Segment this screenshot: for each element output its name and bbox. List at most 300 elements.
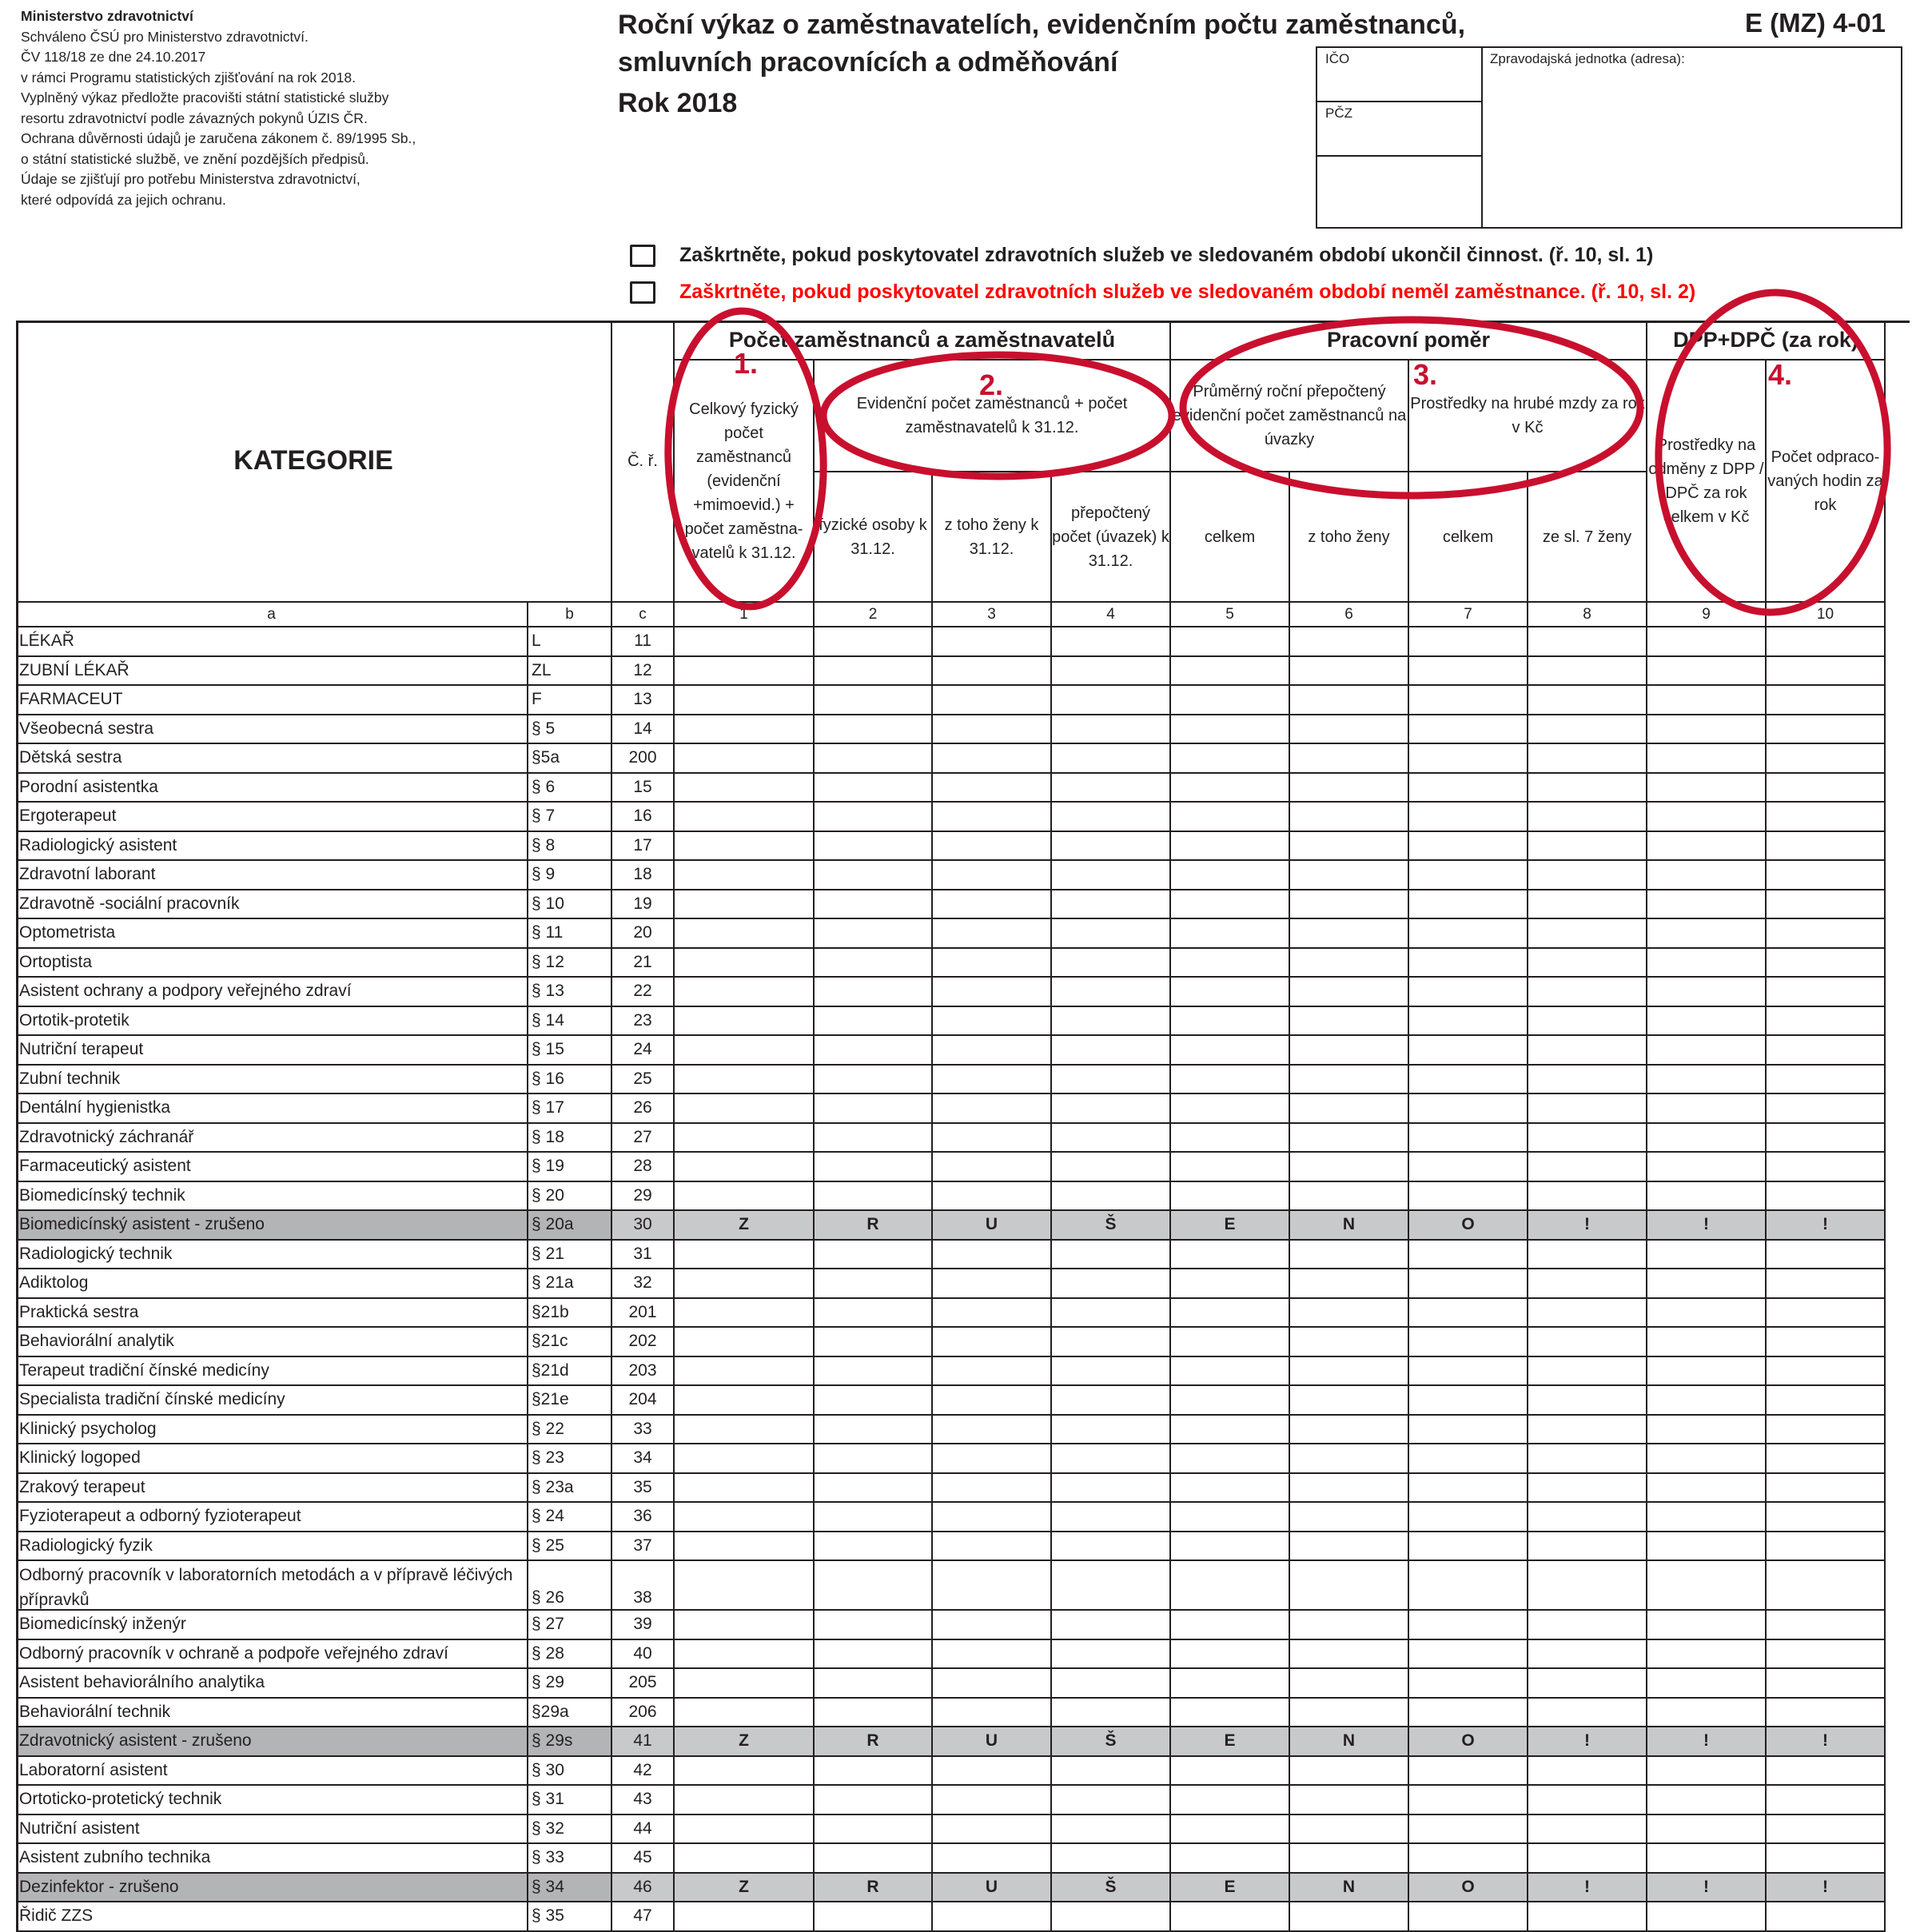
input-cell-col4[interactable] xyxy=(1052,744,1171,774)
input-cell-col10[interactable] xyxy=(1767,1474,1886,1504)
input-cell-col9[interactable] xyxy=(1647,1269,1767,1299)
input-cell-col6[interactable] xyxy=(1290,803,1409,832)
input-cell-col2[interactable] xyxy=(815,919,933,949)
input-cell-col10[interactable] xyxy=(1767,1416,1886,1445)
input-cell-col8[interactable] xyxy=(1528,1094,1647,1124)
input-cell-col7[interactable] xyxy=(1409,774,1528,803)
input-cell-col5[interactable] xyxy=(1171,1036,1290,1066)
input-cell-col1[interactable] xyxy=(675,1503,815,1532)
input-cell-col8[interactable] xyxy=(1528,949,1647,978)
input-cell-col2[interactable] xyxy=(815,1269,933,1299)
input-cell-col10[interactable] xyxy=(1767,715,1886,745)
input-cell-col6[interactable] xyxy=(1290,1036,1409,1066)
input-cell-col1[interactable] xyxy=(675,715,815,745)
input-cell-col10[interactable] xyxy=(1767,1153,1886,1182)
input-cell-col6[interactable] xyxy=(1290,1182,1409,1212)
input-cell-col8[interactable] xyxy=(1528,1503,1647,1532)
input-cell-col9[interactable] xyxy=(1647,1094,1767,1124)
input-cell-col8[interactable] xyxy=(1528,1786,1647,1815)
input-cell-col6[interactable] xyxy=(1290,1299,1409,1328)
input-cell-col4[interactable] xyxy=(1052,1007,1171,1037)
input-cell-col1[interactable] xyxy=(675,1241,815,1270)
input-cell-col3[interactable] xyxy=(933,1503,1052,1532)
input-cell-col10[interactable] xyxy=(1767,803,1886,832)
input-cell-col1[interactable] xyxy=(675,1094,815,1124)
input-cell-col3[interactable] xyxy=(933,1094,1052,1124)
input-cell-col5[interactable] xyxy=(1171,1561,1290,1611)
input-cell-col8[interactable] xyxy=(1528,1757,1647,1787)
input-cell-col9[interactable] xyxy=(1647,1357,1767,1387)
input-cell-col9[interactable] xyxy=(1647,774,1767,803)
input-cell-col1[interactable] xyxy=(675,949,815,978)
input-cell-col9[interactable] xyxy=(1647,978,1767,1007)
input-cell-col1[interactable] xyxy=(675,1815,815,1845)
input-cell-col1[interactable] xyxy=(675,1124,815,1153)
input-cell-col1[interactable] xyxy=(675,1153,815,1182)
input-cell-col7[interactable] xyxy=(1409,1699,1528,1728)
input-cell-col1[interactable] xyxy=(675,774,815,803)
input-cell-col8[interactable] xyxy=(1528,1699,1647,1728)
input-cell-col6[interactable] xyxy=(1290,1094,1409,1124)
input-cell-col6[interactable] xyxy=(1290,1241,1409,1270)
input-cell-col2[interactable] xyxy=(815,1640,933,1670)
input-cell-col7[interactable] xyxy=(1409,1328,1528,1357)
input-cell-col1[interactable] xyxy=(675,1066,815,1095)
input-cell-col10[interactable] xyxy=(1767,1640,1886,1670)
input-cell-col7[interactable] xyxy=(1409,657,1528,687)
input-cell-col5[interactable] xyxy=(1171,1503,1290,1532)
input-cell-col9[interactable] xyxy=(1647,1416,1767,1445)
input-cell-col1[interactable] xyxy=(675,1328,815,1357)
input-cell-col2[interactable] xyxy=(815,1386,933,1416)
input-cell-col8[interactable] xyxy=(1528,978,1647,1007)
input-cell-col5[interactable] xyxy=(1171,919,1290,949)
input-cell-col7[interactable] xyxy=(1409,978,1528,1007)
input-cell-col2[interactable] xyxy=(815,1532,933,1562)
input-cell-col4[interactable] xyxy=(1052,1640,1171,1670)
input-cell-col5[interactable] xyxy=(1171,1328,1290,1357)
input-cell-col8[interactable] xyxy=(1528,1269,1647,1299)
input-cell-col3[interactable] xyxy=(933,1669,1052,1699)
input-cell-col2[interactable] xyxy=(815,657,933,687)
input-cell-col6[interactable] xyxy=(1290,1844,1409,1874)
input-cell-col9[interactable] xyxy=(1647,1757,1767,1787)
input-cell-col8[interactable] xyxy=(1528,832,1647,862)
input-cell-col7[interactable] xyxy=(1409,919,1528,949)
input-cell-col10[interactable] xyxy=(1767,1757,1886,1787)
input-cell-col5[interactable] xyxy=(1171,1474,1290,1504)
input-cell-col1[interactable] xyxy=(675,919,815,949)
input-cell-col7[interactable] xyxy=(1409,1561,1528,1611)
input-cell-col9[interactable] xyxy=(1647,1007,1767,1037)
input-cell-col2[interactable] xyxy=(815,832,933,862)
input-cell-col6[interactable] xyxy=(1290,1416,1409,1445)
input-cell-col1[interactable] xyxy=(675,657,815,687)
input-cell-col9[interactable] xyxy=(1647,1532,1767,1562)
input-cell-col9[interactable] xyxy=(1647,744,1767,774)
input-cell-col9[interactable] xyxy=(1647,657,1767,687)
input-cell-col8[interactable] xyxy=(1528,1669,1647,1699)
input-cell-col2[interactable] xyxy=(815,715,933,745)
input-cell-col6[interactable] xyxy=(1290,774,1409,803)
input-cell-col8[interactable] xyxy=(1528,1416,1647,1445)
input-cell-col7[interactable] xyxy=(1409,1094,1528,1124)
input-cell-col2[interactable] xyxy=(815,1299,933,1328)
input-cell-col2[interactable] xyxy=(815,1182,933,1212)
input-cell-col5[interactable] xyxy=(1171,832,1290,862)
input-cell-col7[interactable] xyxy=(1409,1444,1528,1474)
input-cell-col2[interactable] xyxy=(815,1699,933,1728)
input-cell-col6[interactable] xyxy=(1290,715,1409,745)
input-cell-col8[interactable] xyxy=(1528,1902,1647,1932)
input-cell-col1[interactable] xyxy=(675,1357,815,1387)
input-cell-col7[interactable] xyxy=(1409,686,1528,715)
input-cell-col4[interactable] xyxy=(1052,715,1171,745)
input-cell-col10[interactable] xyxy=(1767,1269,1886,1299)
input-cell-col4[interactable] xyxy=(1052,1386,1171,1416)
input-cell-col10[interactable] xyxy=(1767,949,1886,978)
input-cell-col2[interactable] xyxy=(815,1474,933,1504)
input-cell-col5[interactable] xyxy=(1171,1269,1290,1299)
input-cell-col4[interactable] xyxy=(1052,1757,1171,1787)
input-cell-col2[interactable] xyxy=(815,1094,933,1124)
input-cell-col6[interactable] xyxy=(1290,832,1409,862)
input-cell-col1[interactable] xyxy=(675,744,815,774)
input-cell-col3[interactable] xyxy=(933,1036,1052,1066)
input-cell-col7[interactable] xyxy=(1409,1182,1528,1212)
input-cell-col7[interactable] xyxy=(1409,1669,1528,1699)
input-cell-col6[interactable] xyxy=(1290,1815,1409,1845)
input-cell-col8[interactable] xyxy=(1528,686,1647,715)
input-cell-col10[interactable] xyxy=(1767,1815,1886,1845)
input-cell-col4[interactable] xyxy=(1052,803,1171,832)
input-cell-col8[interactable] xyxy=(1528,1611,1647,1640)
input-cell-col9[interactable] xyxy=(1647,1153,1767,1182)
input-cell-col7[interactable] xyxy=(1409,1386,1528,1416)
input-cell-col1[interactable] xyxy=(675,890,815,920)
input-cell-col8[interactable] xyxy=(1528,744,1647,774)
input-cell-col9[interactable] xyxy=(1647,1561,1767,1611)
input-cell-col3[interactable] xyxy=(933,1532,1052,1562)
input-cell-col5[interactable] xyxy=(1171,1786,1290,1815)
input-cell-col5[interactable] xyxy=(1171,1611,1290,1640)
input-cell-col4[interactable] xyxy=(1052,627,1171,657)
input-cell-col7[interactable] xyxy=(1409,1416,1528,1445)
input-cell-col3[interactable] xyxy=(933,715,1052,745)
input-cell-col6[interactable] xyxy=(1290,744,1409,774)
input-cell-col9[interactable] xyxy=(1647,1066,1767,1095)
input-cell-col10[interactable] xyxy=(1767,861,1886,890)
input-cell-col10[interactable] xyxy=(1767,1328,1886,1357)
input-cell-col10[interactable] xyxy=(1767,686,1886,715)
input-cell-col7[interactable] xyxy=(1409,1786,1528,1815)
input-cell-col4[interactable] xyxy=(1052,1153,1171,1182)
input-cell-col3[interactable] xyxy=(933,1328,1052,1357)
input-cell-col4[interactable] xyxy=(1052,1328,1171,1357)
input-cell-col2[interactable] xyxy=(815,1757,933,1787)
input-cell-col4[interactable] xyxy=(1052,1611,1171,1640)
input-cell-col7[interactable] xyxy=(1409,627,1528,657)
input-cell-col1[interactable] xyxy=(675,1474,815,1504)
input-cell-col4[interactable] xyxy=(1052,1066,1171,1095)
input-cell-col5[interactable] xyxy=(1171,1066,1290,1095)
input-cell-col6[interactable] xyxy=(1290,1611,1409,1640)
input-cell-col9[interactable] xyxy=(1647,1474,1767,1504)
input-cell-col2[interactable] xyxy=(815,1844,933,1874)
input-cell-col6[interactable] xyxy=(1290,1066,1409,1095)
input-cell-col5[interactable] xyxy=(1171,1815,1290,1845)
input-cell-col6[interactable] xyxy=(1290,919,1409,949)
input-cell-col6[interactable] xyxy=(1290,1532,1409,1562)
input-cell-col10[interactable] xyxy=(1767,1182,1886,1212)
input-cell-col7[interactable] xyxy=(1409,803,1528,832)
input-cell-col2[interactable] xyxy=(815,1902,933,1932)
input-cell-col3[interactable] xyxy=(933,657,1052,687)
input-cell-col8[interactable] xyxy=(1528,1299,1647,1328)
input-cell-col3[interactable] xyxy=(933,1153,1052,1182)
input-cell-col4[interactable] xyxy=(1052,890,1171,920)
input-cell-col7[interactable] xyxy=(1409,949,1528,978)
input-cell-col9[interactable] xyxy=(1647,1844,1767,1874)
input-cell-col10[interactable] xyxy=(1767,1066,1886,1095)
input-cell-col1[interactable] xyxy=(675,1669,815,1699)
input-cell-col9[interactable] xyxy=(1647,1503,1767,1532)
input-cell-col3[interactable] xyxy=(933,627,1052,657)
input-cell-col5[interactable] xyxy=(1171,657,1290,687)
input-cell-col8[interactable] xyxy=(1528,1444,1647,1474)
input-cell-col7[interactable] xyxy=(1409,1357,1528,1387)
input-cell-col5[interactable] xyxy=(1171,627,1290,657)
input-cell-col3[interactable] xyxy=(933,1474,1052,1504)
input-cell-col7[interactable] xyxy=(1409,1757,1528,1787)
input-cell-col6[interactable] xyxy=(1290,657,1409,687)
input-cell-col3[interactable] xyxy=(933,832,1052,862)
input-cell-col8[interactable] xyxy=(1528,1007,1647,1037)
input-cell-col3[interactable] xyxy=(933,686,1052,715)
input-cell-col9[interactable] xyxy=(1647,1444,1767,1474)
input-cell-col7[interactable] xyxy=(1409,1474,1528,1504)
input-cell-col7[interactable] xyxy=(1409,1611,1528,1640)
ceased-activity-checkbox[interactable] xyxy=(630,245,655,267)
input-cell-col2[interactable] xyxy=(815,1357,933,1387)
input-cell-col8[interactable] xyxy=(1528,803,1647,832)
input-cell-col10[interactable] xyxy=(1767,627,1886,657)
input-cell-col7[interactable] xyxy=(1409,1902,1528,1932)
input-cell-col3[interactable] xyxy=(933,1007,1052,1037)
input-cell-col1[interactable] xyxy=(675,1036,815,1066)
input-cell-col9[interactable] xyxy=(1647,1328,1767,1357)
input-cell-col6[interactable] xyxy=(1290,1757,1409,1787)
input-cell-col5[interactable] xyxy=(1171,1669,1290,1699)
input-cell-col4[interactable] xyxy=(1052,949,1171,978)
input-cell-col6[interactable] xyxy=(1290,1357,1409,1387)
input-cell-col6[interactable] xyxy=(1290,686,1409,715)
input-cell-col6[interactable] xyxy=(1290,1444,1409,1474)
input-cell-col4[interactable] xyxy=(1052,657,1171,687)
input-cell-col1[interactable] xyxy=(675,1902,815,1932)
input-cell-col4[interactable] xyxy=(1052,1902,1171,1932)
input-cell-col3[interactable] xyxy=(933,1386,1052,1416)
input-cell-col2[interactable] xyxy=(815,890,933,920)
input-cell-col7[interactable] xyxy=(1409,1036,1528,1066)
input-cell-col1[interactable] xyxy=(675,1561,815,1611)
input-cell-col8[interactable] xyxy=(1528,1640,1647,1670)
input-cell-col1[interactable] xyxy=(675,1444,815,1474)
input-cell-col3[interactable] xyxy=(933,1124,1052,1153)
input-cell-col1[interactable] xyxy=(675,861,815,890)
input-cell-col1[interactable] xyxy=(675,1182,815,1212)
input-cell-col1[interactable] xyxy=(675,978,815,1007)
input-cell-col5[interactable] xyxy=(1171,803,1290,832)
input-cell-col10[interactable] xyxy=(1767,919,1886,949)
input-cell-col5[interactable] xyxy=(1171,1182,1290,1212)
input-cell-col10[interactable] xyxy=(1767,1241,1886,1270)
input-cell-col3[interactable] xyxy=(933,1416,1052,1445)
input-cell-col7[interactable] xyxy=(1409,1241,1528,1270)
input-cell-col10[interactable] xyxy=(1767,832,1886,862)
input-cell-col10[interactable] xyxy=(1767,1503,1886,1532)
input-cell-col6[interactable] xyxy=(1290,1503,1409,1532)
input-cell-col2[interactable] xyxy=(815,1066,933,1095)
input-cell-col9[interactable] xyxy=(1647,1299,1767,1328)
input-cell-col2[interactable] xyxy=(815,1561,933,1611)
input-cell-col3[interactable] xyxy=(933,1844,1052,1874)
input-cell-col8[interactable] xyxy=(1528,890,1647,920)
input-cell-col2[interactable] xyxy=(815,627,933,657)
input-cell-col1[interactable] xyxy=(675,627,815,657)
input-cell-col7[interactable] xyxy=(1409,1066,1528,1095)
input-cell-col3[interactable] xyxy=(933,1699,1052,1728)
input-cell-col6[interactable] xyxy=(1290,1474,1409,1504)
input-cell-col2[interactable] xyxy=(815,1503,933,1532)
input-cell-col1[interactable] xyxy=(675,1416,815,1445)
input-cell-col6[interactable] xyxy=(1290,1007,1409,1037)
input-cell-col2[interactable] xyxy=(815,949,933,978)
input-cell-col7[interactable] xyxy=(1409,1153,1528,1182)
input-cell-col4[interactable] xyxy=(1052,1815,1171,1845)
input-cell-col10[interactable] xyxy=(1767,1124,1886,1153)
input-cell-col4[interactable] xyxy=(1052,1357,1171,1387)
input-cell-col9[interactable] xyxy=(1647,1611,1767,1640)
input-cell-col6[interactable] xyxy=(1290,949,1409,978)
input-cell-col10[interactable] xyxy=(1767,1786,1886,1815)
input-cell-col10[interactable] xyxy=(1767,890,1886,920)
input-cell-col6[interactable] xyxy=(1290,1153,1409,1182)
input-cell-col9[interactable] xyxy=(1647,1815,1767,1845)
input-cell-col4[interactable] xyxy=(1052,1474,1171,1504)
input-cell-col1[interactable] xyxy=(675,1699,815,1728)
input-cell-col8[interactable] xyxy=(1528,627,1647,657)
input-cell-col10[interactable] xyxy=(1767,1561,1886,1611)
input-cell-col3[interactable] xyxy=(933,1182,1052,1212)
input-cell-col10[interactable] xyxy=(1767,657,1886,687)
input-cell-col3[interactable] xyxy=(933,1357,1052,1387)
input-cell-col2[interactable] xyxy=(815,1328,933,1357)
input-cell-col4[interactable] xyxy=(1052,1124,1171,1153)
input-cell-col2[interactable] xyxy=(815,1416,933,1445)
input-cell-col8[interactable] xyxy=(1528,1066,1647,1095)
no-employees-checkbox[interactable] xyxy=(630,281,655,304)
input-cell-col9[interactable] xyxy=(1647,1902,1767,1932)
input-cell-col9[interactable] xyxy=(1647,919,1767,949)
input-cell-col4[interactable] xyxy=(1052,1094,1171,1124)
input-cell-col9[interactable] xyxy=(1647,803,1767,832)
input-cell-col8[interactable] xyxy=(1528,1241,1647,1270)
input-cell-col7[interactable] xyxy=(1409,890,1528,920)
input-cell-col9[interactable] xyxy=(1647,1124,1767,1153)
input-cell-col9[interactable] xyxy=(1647,627,1767,657)
input-cell-col1[interactable] xyxy=(675,1386,815,1416)
input-cell-col9[interactable] xyxy=(1647,861,1767,890)
input-cell-col4[interactable] xyxy=(1052,1241,1171,1270)
input-cell-col3[interactable] xyxy=(933,949,1052,978)
input-cell-col6[interactable] xyxy=(1290,1902,1409,1932)
input-cell-col3[interactable] xyxy=(933,1640,1052,1670)
input-cell-col9[interactable] xyxy=(1647,1241,1767,1270)
input-cell-col1[interactable] xyxy=(675,1532,815,1562)
input-cell-col5[interactable] xyxy=(1171,1386,1290,1416)
input-cell-col5[interactable] xyxy=(1171,1124,1290,1153)
input-cell-col10[interactable] xyxy=(1767,1902,1886,1932)
input-cell-col4[interactable] xyxy=(1052,774,1171,803)
input-cell-col2[interactable] xyxy=(815,1153,933,1182)
input-cell-col4[interactable] xyxy=(1052,1416,1171,1445)
input-cell-col4[interactable] xyxy=(1052,1699,1171,1728)
input-cell-col3[interactable] xyxy=(933,978,1052,1007)
input-cell-col5[interactable] xyxy=(1171,744,1290,774)
input-cell-col9[interactable] xyxy=(1647,949,1767,978)
input-cell-col8[interactable] xyxy=(1528,1357,1647,1387)
input-cell-col9[interactable] xyxy=(1647,1182,1767,1212)
input-cell-col6[interactable] xyxy=(1290,627,1409,657)
input-cell-col8[interactable] xyxy=(1528,1561,1647,1611)
input-cell-col6[interactable] xyxy=(1290,890,1409,920)
input-cell-col6[interactable] xyxy=(1290,1699,1409,1728)
input-cell-col3[interactable] xyxy=(933,890,1052,920)
input-cell-col5[interactable] xyxy=(1171,1357,1290,1387)
input-cell-col10[interactable] xyxy=(1767,1669,1886,1699)
input-cell-col6[interactable] xyxy=(1290,1640,1409,1670)
input-cell-col7[interactable] xyxy=(1409,1503,1528,1532)
input-cell-col8[interactable] xyxy=(1528,774,1647,803)
input-cell-col10[interactable] xyxy=(1767,1036,1886,1066)
input-cell-col5[interactable] xyxy=(1171,1844,1290,1874)
input-cell-col5[interactable] xyxy=(1171,861,1290,890)
input-cell-col2[interactable] xyxy=(815,1669,933,1699)
input-cell-col2[interactable] xyxy=(815,978,933,1007)
input-cell-col10[interactable] xyxy=(1767,1386,1886,1416)
input-cell-col8[interactable] xyxy=(1528,1153,1647,1182)
input-cell-col3[interactable] xyxy=(933,861,1052,890)
input-cell-col1[interactable] xyxy=(675,1269,815,1299)
input-cell-col5[interactable] xyxy=(1171,1094,1290,1124)
input-cell-col2[interactable] xyxy=(815,803,933,832)
input-cell-col5[interactable] xyxy=(1171,1007,1290,1037)
input-cell-col5[interactable] xyxy=(1171,1444,1290,1474)
input-cell-col8[interactable] xyxy=(1528,715,1647,745)
input-cell-col7[interactable] xyxy=(1409,1269,1528,1299)
input-cell-col10[interactable] xyxy=(1767,744,1886,774)
input-cell-col3[interactable] xyxy=(933,1299,1052,1328)
input-cell-col5[interactable] xyxy=(1171,949,1290,978)
input-cell-col5[interactable] xyxy=(1171,1640,1290,1670)
input-cell-col10[interactable] xyxy=(1767,774,1886,803)
input-cell-col7[interactable] xyxy=(1409,715,1528,745)
input-cell-col5[interactable] xyxy=(1171,1532,1290,1562)
input-cell-col7[interactable] xyxy=(1409,861,1528,890)
input-cell-col8[interactable] xyxy=(1528,1532,1647,1562)
input-cell-col4[interactable] xyxy=(1052,1299,1171,1328)
